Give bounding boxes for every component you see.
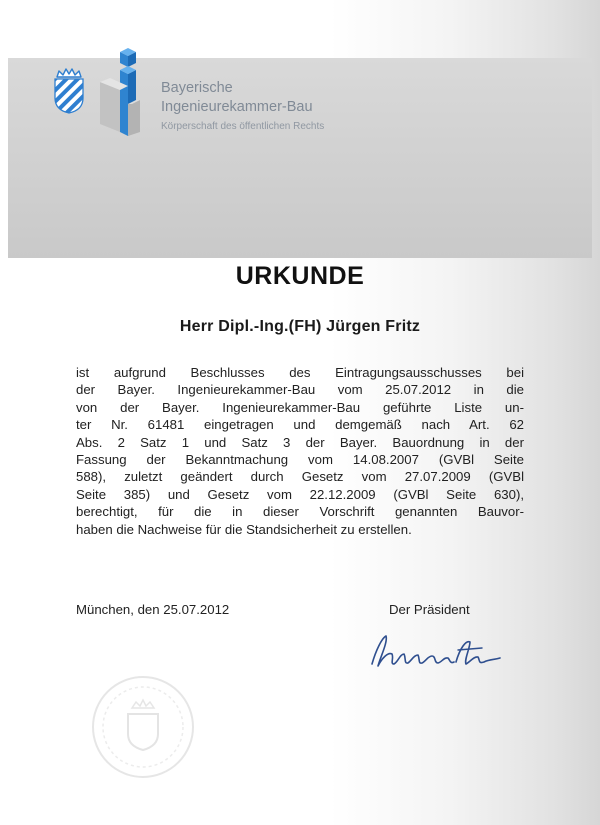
chamber-logo-icon [98, 48, 150, 140]
place-and-date: München, den 25.07.2012 [76, 602, 230, 617]
certificate-body [76, 364, 524, 538]
organization-name [161, 79, 313, 117]
signature-icon [366, 628, 516, 678]
body-line: 588), zuletzt geändert durch Gesetz vom 27.07.2009 (GVBl [76, 469, 524, 485]
organization-name-line2: Ingenieurekammer-Bau [161, 99, 313, 115]
body-line: ter Nr. 61481 eingetragen und demgemäß nach Art. 62 [76, 417, 524, 433]
body-line: Seite 385) und Gesetz vom 22.12.2009 (GVBl Seite 630), [76, 486, 524, 502]
president-label: Der Präsident [389, 602, 470, 617]
body-line: Fassung der Bekanntmachung vom 14.08.2007 (GVBl Seite [76, 452, 524, 468]
bavarian-crest-icon [52, 68, 86, 114]
organization-subtitle: Körperschaft des öffentlichen Rechts [161, 121, 325, 132]
embossed-seal-icon [88, 672, 198, 782]
document-title: URKUNDE [235, 262, 365, 290]
body-line: berechtigt, für die in dieser Vorschrift genannten Bauvor- [76, 504, 524, 520]
body-line: ist aufgrund Beschlusses des Eintragungsausschusses bei [76, 365, 524, 380]
body-line: der Bayer. Ingenieurekammer-Bau vom 25.07.2012 in die [76, 382, 524, 398]
body-line: von der Bayer. Ingenieurekammer-Bau geführte Liste un- [76, 399, 524, 415]
recipient-name: Herr Dipl.-Ing.(FH) Jürgen Fritz [179, 318, 421, 335]
body-line: haben die Nachweise für die Standsicherheit zu erstellen. [76, 521, 412, 537]
organization-name-line1: Bayerische [161, 80, 233, 96]
body-line: Abs. 2 Satz 1 und Satz 3 der Bayer. Bauordnung in der [76, 434, 524, 450]
